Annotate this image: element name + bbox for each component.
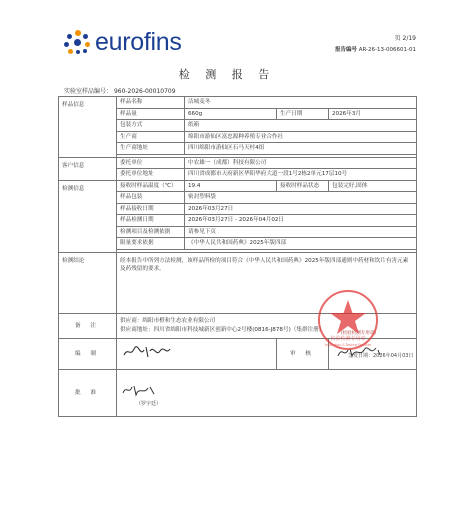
editor-signature-icon — [120, 341, 180, 363]
cell-value: 2026年3月 — [329, 108, 417, 120]
conclusion-body: 经本报告中所列方法检测，该样品所检的项目符合《中华人民共和国药典》2025年版四部通则中药材和饮片有害元素及药残留的要求。 — [120, 257, 409, 272]
cell-key: 接收时样品状态 — [277, 180, 329, 192]
lab-sample-number-label: 实验室样品编号： — [64, 88, 113, 95]
cell-key: 检测项目及检测依据 — [117, 226, 185, 238]
cell-value: 纸箱 — [185, 120, 417, 132]
supplier-address: 供应商地址：四川省绵阳市科技城新区创新中心2号楼(0816-J878号)（集群注册） — [120, 326, 325, 333]
cell-key: 样品名称 — [117, 97, 185, 109]
section-test-info: 检测信息 — [59, 180, 117, 252]
section-note: 备 注 — [59, 313, 117, 338]
cell-key: 生产商地址 — [117, 143, 185, 155]
seal-english: Inspection & Testing Services — [324, 343, 372, 347]
approver-signature — [117, 369, 417, 416]
cell-value: 请参见下页 — [185, 226, 417, 238]
cell-key: 生产商 — [117, 131, 185, 143]
cell-key: 包装方式 — [117, 120, 185, 132]
brand-name: eurofins — [95, 28, 182, 56]
logo-mark-icon — [64, 29, 92, 57]
table-row — [59, 369, 417, 416]
cell-value: 包装完好,固体 — [329, 180, 417, 192]
cell-key: 样品量 — [117, 108, 185, 120]
cell-value: 19.4 — [185, 180, 277, 192]
cell-key: 样品接收日期 — [117, 203, 185, 215]
section-approve: 批 准 — [59, 369, 117, 416]
cell-key: 委托单位地址 — [117, 169, 185, 181]
approver-name: （罗宇廷） — [136, 400, 162, 407]
issue-date: 签发日期：2026年04月03日 — [348, 353, 414, 359]
supplier-name: 供应商：绵阳市橙和生态农业有限公司 — [120, 317, 216, 324]
report-number — [335, 45, 416, 53]
table-row — [59, 157, 417, 169]
cell-value: 660g — [185, 108, 277, 120]
cell-value: 《中华人民共和国药典》2025年版四部 — [185, 238, 417, 250]
approver-signature-icon — [120, 381, 160, 401]
section-conclusion: 检测结论 — [59, 252, 117, 313]
cell-value: 2026年03月27日 - 2026年04月02日 — [185, 215, 417, 227]
cell-value: 中农雄一（成都）科技有限公司 — [185, 157, 417, 169]
lab-sample-number — [64, 86, 176, 95]
cell-value: 绵阳市游仙区富忠源种养殖专业合作社 — [185, 131, 417, 143]
official-seal-icon — [316, 288, 380, 352]
section-review: 审 核 — [277, 338, 329, 369]
cell-value: 四川绵阳市游仙区石马天村4组 — [185, 143, 417, 155]
section-client-info: 客户信息 — [59, 157, 117, 180]
section-edit: 编 制 — [59, 338, 117, 369]
cell-key: 委托单位 — [117, 157, 185, 169]
page-number: 页 2/19 — [394, 35, 416, 42]
cell-value: 密封塑料袋 — [185, 192, 417, 204]
cell-value: 洁城麦冬 — [185, 97, 417, 109]
cell-key: 限量要求依据 — [117, 238, 185, 250]
seal-text: 检验检测专用章 — [330, 336, 366, 342]
report-number-label: 报告编号 — [334, 47, 357, 53]
report-table — [58, 96, 417, 417]
cell-key: 样品检测日期 — [117, 215, 185, 227]
editor-signature — [117, 338, 277, 369]
section-sample-info: 样品信息 — [59, 97, 117, 158]
seal-subtitle: (检验检测专用章) — [341, 331, 377, 336]
report-number-value: AR-26-13-006601-01 — [358, 47, 416, 53]
cell-value: 四川省成都市天府新区华阳华府大道一段1号2栋2单元17层10号 — [185, 169, 417, 181]
page-title: 检 测 报 告 — [178, 68, 276, 81]
cell-key: 接收时样品温度（℃） — [117, 180, 185, 192]
table-row — [59, 180, 417, 192]
lab-sample-number-value: 960-2026-00010709 — [113, 88, 176, 95]
cell-key: 生产日期 — [277, 108, 329, 120]
cell-value: 2026年03月27日 — [185, 203, 417, 215]
eurofins-logo — [64, 28, 182, 57]
table-row — [59, 97, 417, 109]
cell-key: 样品包装 — [117, 192, 185, 204]
